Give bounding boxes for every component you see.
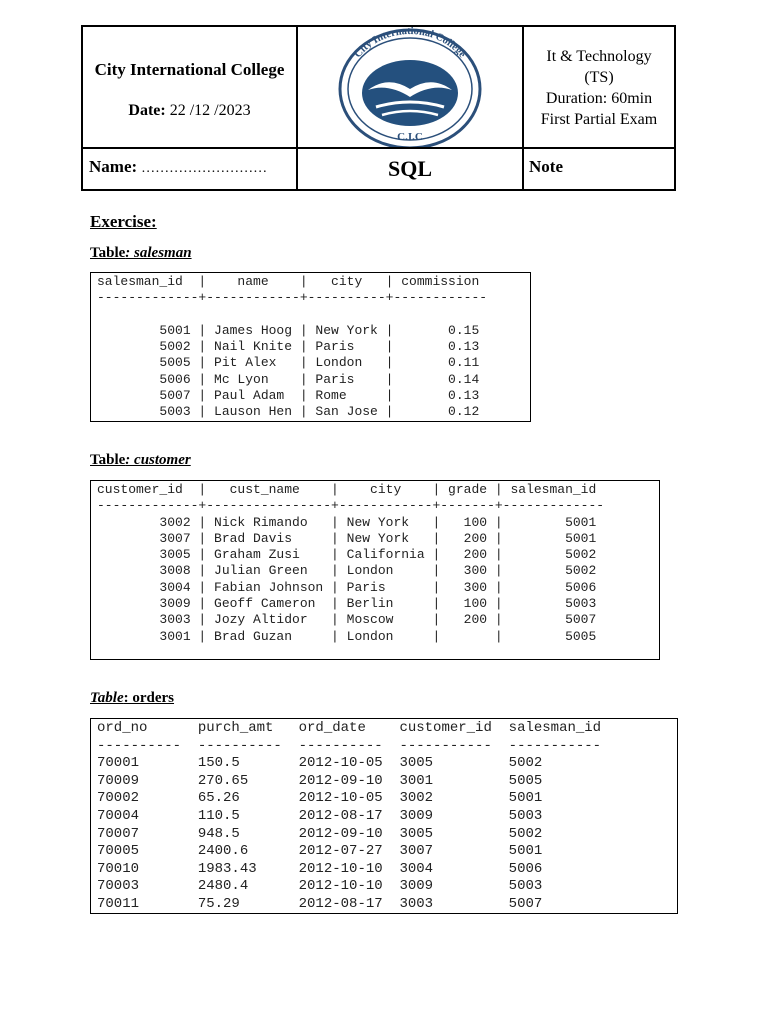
- exercise-heading: Exercise:: [90, 212, 157, 231]
- logo-bottom-text: C.I.C: [397, 131, 423, 143]
- logo-arc-text: City International College: [352, 27, 468, 61]
- salesman-table-title: [90, 245, 192, 262]
- logo-cell: [298, 27, 522, 147]
- subject-title: SQL: [387, 156, 433, 181]
- exam-type: First Partial Exam: [540, 111, 658, 128]
- name-label: Name:: [89, 157, 138, 176]
- orders-table-text: ord_no purch_amt ord_date customer_id salesman_id ---------- ---------- ---------- ----------- ----------- 70001 150.5 2012-10-05 3005 5002 70009 270.65 2012-09-10 3001 5005 70002 65.26 2012-10-05 3002 5001 70004 110.5 2012-08-17 3009 5003 70007 948.5 2012-09-10 3005 5002 70005 2400.6 2012-07-27 3007 5001 70010 1983.43 2012-10-10 3004 5006 70003 2480.4 2012-10-10 3009 5003 70011 75.29 2012-08-17 3003 5007: [97, 720, 602, 912]
- department-code: (TS): [584, 69, 614, 86]
- college-name: City International College: [94, 60, 285, 79]
- course-info-cell: [524, 27, 674, 147]
- name-cell: [83, 149, 296, 189]
- customer-table-title: [90, 452, 191, 469]
- date-value: 22 /12 /2023: [169, 102, 251, 119]
- college-logo: [298, 27, 522, 147]
- orders-table-title: [90, 690, 174, 707]
- note-cell: [524, 149, 674, 189]
- salesman-table-text: salesman_id | name | city | commission -------------+------------+----------+------------ 5001 | James Hoog | New York | 0.15 5002 | Nail Knite | Paris | 0.13 5005 | Pit Alex | London | 0.11 5006 | Mc Lyon | Paris | 0.14 5007 | Paul Adam | Rome | 0.13 5003 | Lauson Hen | San Jose | 0.12: [97, 274, 488, 420]
- exam-date: [83, 102, 296, 120]
- exam-header: [81, 25, 676, 191]
- college-cell: [83, 27, 296, 147]
- table-title-prefix: Table: [90, 452, 126, 468]
- subject-cell: [298, 149, 522, 189]
- name-blank[interactable]: ………………………: [141, 161, 268, 176]
- note-label: Note: [529, 157, 563, 176]
- customer-table-text: customer_id | cust_name | city | grade | salesman_id -------------+----------------+------------+-------+------------- 3002 | Nick Rimando | New York | 100 | 5001 3007 | Brad Davis | New York | 200 | 5001 3005 | Graham Zusi | California | 200 | 5002 3008 | Julian Green | London | 300 | 5002 3004 | Fabian Johnson | Paris | 300 | 5006 3009 | Geoff Cameron | Berlin | 100 | 5003 3003 | Jozy Altidor | Moscow | 200 | 5007 3001 | Brad Guzan | London | | 5005: [97, 482, 605, 644]
- table-title-suffix: : salesman: [125, 245, 192, 261]
- department: It & Technology: [546, 48, 652, 65]
- date-label: Date:: [128, 102, 166, 119]
- exam-duration: Duration: 60min: [545, 90, 653, 107]
- table-title-prefix: Table: [90, 245, 126, 261]
- table-title-prefix: Table: [90, 690, 124, 706]
- table-title-suffix: : orders: [123, 690, 175, 706]
- table-title-suffix: : customer: [125, 452, 191, 468]
